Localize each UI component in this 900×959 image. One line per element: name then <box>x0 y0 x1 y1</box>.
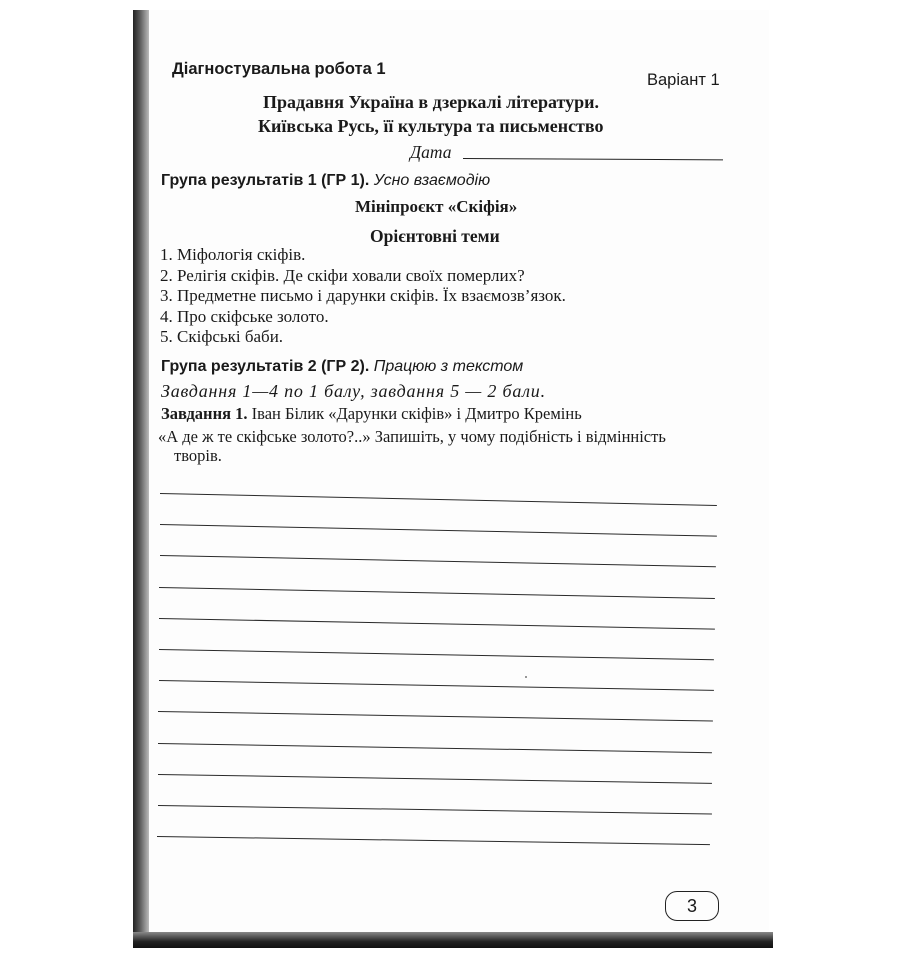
list-item: 4. Про скіфське золото. <box>160 306 329 326</box>
group2-label: Група результатів 2 (ГР 2). <box>161 358 370 375</box>
list-item: 3. Предметне письмо і дарунки скіфів. Їх взаємозв’язок. <box>160 286 566 305</box>
topics-list <box>160 245 566 348</box>
group1-mode: Усно взаємодію <box>373 172 491 189</box>
task1-line2: «А де ж те скіфське золото?..» Запишіть, у чому подібність і відмінність <box>158 427 666 446</box>
task1-line1 <box>161 404 582 424</box>
miniproject-title: Мініпроєкт «Скіфія» <box>355 197 518 216</box>
group2-heading <box>161 358 523 376</box>
scan-shadow-left <box>133 10 149 935</box>
worksheet-page <box>149 10 769 932</box>
task1-label: Завдання 1. <box>161 404 248 423</box>
task1-line3: творів. <box>174 446 222 465</box>
list-item: 1. Міфологія скіфів. <box>160 245 306 264</box>
topic-title-line1: Прадавня Україна в дзеркалі літератури. <box>263 92 600 112</box>
work-title: Діагностувальна робота 1 <box>172 60 386 78</box>
list-item: 2. Релігія скіфів. Де скіфи ховали своїх померлих? <box>160 265 525 285</box>
scan-speck <box>525 676 527 678</box>
list-item: 5. Скіфські баби. <box>160 327 284 346</box>
topic-title-line2: Київська Русь, її культура та письменство <box>258 116 604 136</box>
group2-mode: Працюю з текстом <box>373 358 524 375</box>
task1-text: Іван Білик «Дарунки скіфів» і Дмитро Кремінь <box>251 404 582 423</box>
topics-heading: Орієнтовні теми <box>370 226 500 246</box>
variant-label: Варіант 1 <box>647 71 720 89</box>
page-number: 3 <box>665 891 719 921</box>
date-label: Дата <box>410 142 452 162</box>
scoring-note: Завдання 1—4 по 1 балу, завдання 5 — 2 бали. <box>161 381 546 401</box>
scan-shadow-bottom <box>133 932 773 948</box>
group1-heading <box>161 172 490 190</box>
group1-label: Група результатів 1 (ГР 1). <box>161 172 370 189</box>
